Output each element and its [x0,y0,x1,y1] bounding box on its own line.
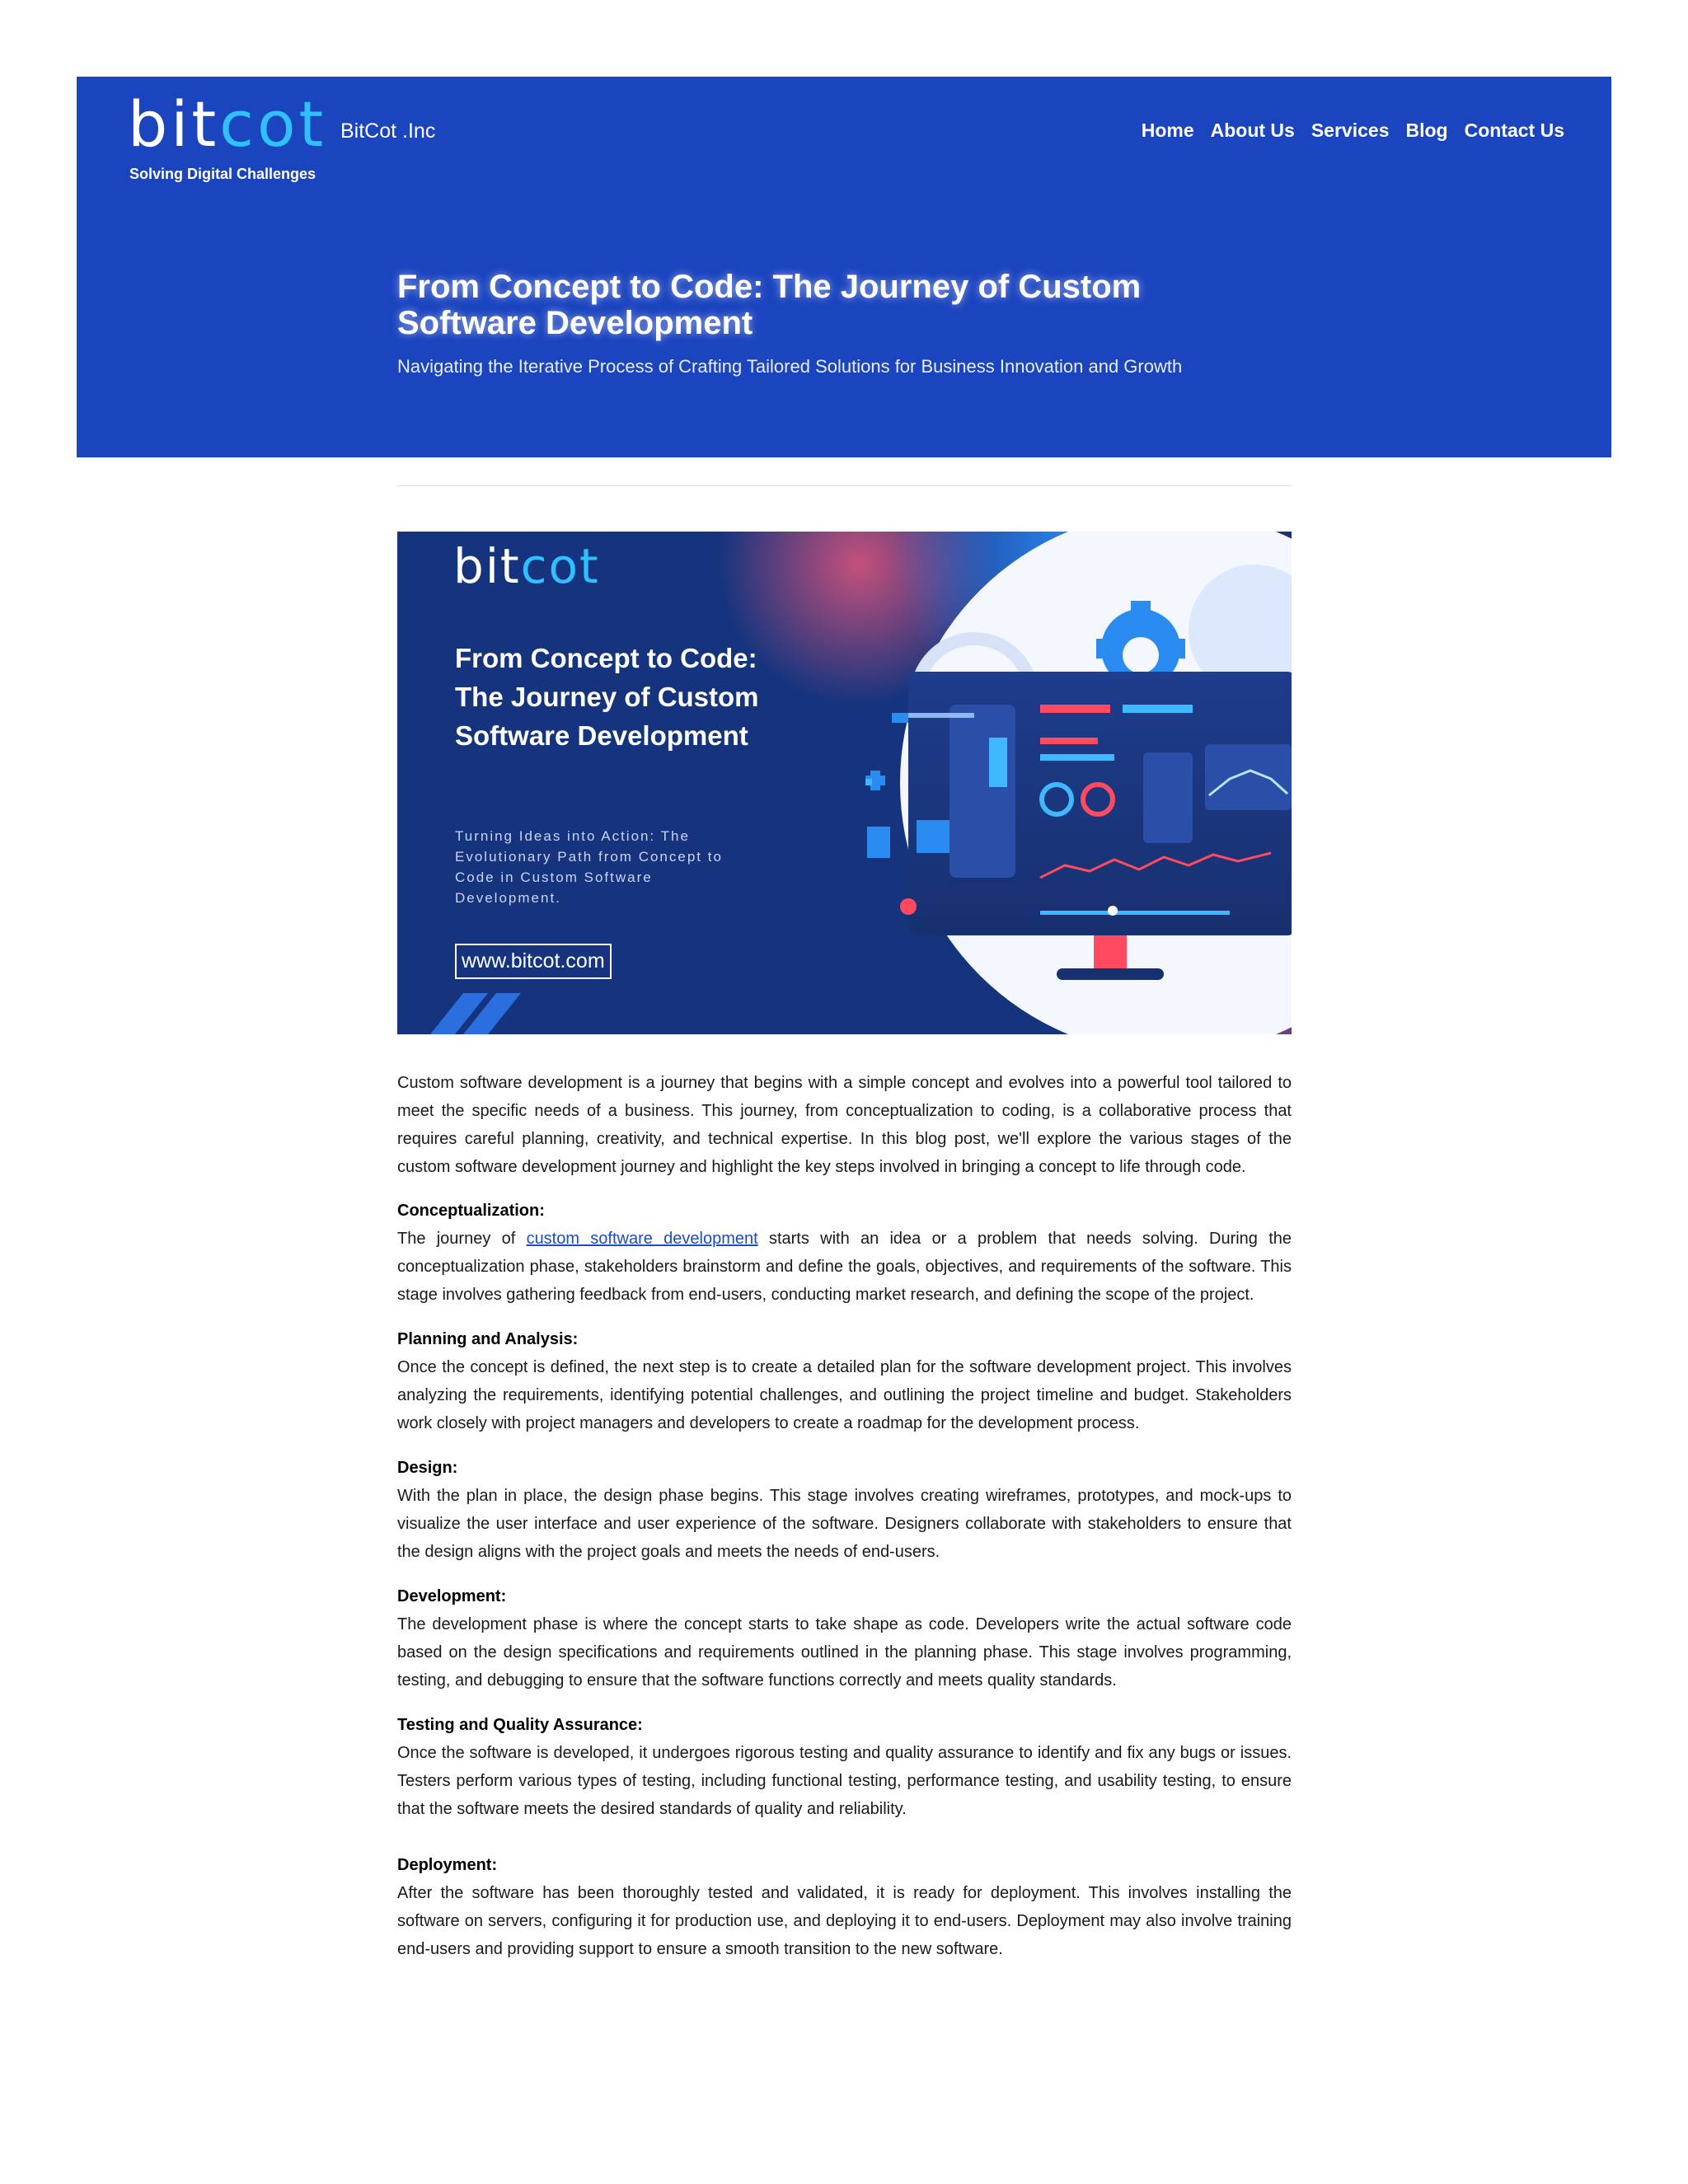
logo-tagline: Solving Digital Challenges [129,166,316,182]
article-intro: Custom software development is a journey that begins with a simple concept and evolves into a powerful tool tailored to meet the specific needs of a business. This journey, from conceptualization to coding, is a collaborative process that requires careful planning, creativity, and technical expertise. In this blog post, we'll explore the various stages of the custom software development journey and highlight the key steps involved in bringing a concept to life through code. [397,1074,1292,1176]
featured-image [397,532,1292,1034]
section-deployment [397,1851,1292,1963]
section-testing-qa [397,1711,1292,1823]
section-text: After the software has been thoroughly tested and validated, it is ready for deployment. This involves installing the software on servers, configuring it for production use, and deploying it to end-users. Deployment may also involve training end-users and providing support to ensure a smooth transition to the new software. [397,1884,1292,1958]
section-heading: Deployment: [397,1856,498,1874]
section-heading: Development: [397,1587,507,1605]
site-header [77,77,1611,457]
nav-about-us[interactable]: About Us [1210,120,1295,141]
featured-url: www.bitcot.com [455,944,612,979]
company-name: BitCot .Inc [340,120,436,143]
section-heading: Design: [397,1459,458,1477]
section-heading: Testing and Quality Assurance: [397,1716,643,1734]
section-planning-analysis [397,1325,1292,1437]
custom-software-development-link[interactable]: custom software development [526,1230,758,1248]
section-text: Once the concept is defined, the next step is to create a detailed plan for the software development project. This involves analyzing the requirements, identifying potential challenges, and outlining the project timeline and budget. Stakeholders work closely with project managers and developers to create a roadmap for the development process. [397,1358,1292,1432]
bitcot-logo[interactable] [128,87,327,182]
section-heading: Planning and Analysis: [397,1330,579,1348]
nav-services[interactable]: Services [1311,120,1390,141]
section-text: The development phase is where the concept starts to take shape as code. Developers write the actual software code based on the design specifications and requirements outlined in the planning phase. This stage involves programming, testing, and debugging to ensure that the software functions correctly and meets quality standards. [397,1615,1292,1690]
section-heading: Conceptualization: [397,1202,545,1220]
article-body [397,1069,1292,1980]
section-text: Once the software is developed, it undergoes rigorous testing and quality assurance to identify and fix any bugs or issues. Testers perform various types of testing, including functional testing, performance testing, and usability testing, to ensure that the software meets the desired standards of quality and reliability. [397,1744,1292,1818]
section-text: With the plan in place, the design phase begins. This stage involves creating wireframes, prototypes, and mock-ups to visualize the user interface and user experience of the software. Designers collaborate with stakeholders to ensure that the design aligns with the project goals and meets the needs of end-users. [397,1487,1292,1561]
main-nav [1142,120,1564,142]
page-title: From Concept to Code: The Journey of Custom Software Development [397,269,1142,341]
nav-blog[interactable]: Blog [1405,120,1448,141]
nav-home[interactable]: Home [1141,120,1194,141]
featured-title: From Concept to Code: The Journey of Custom Software Development [455,643,759,751]
section-text: The journey of custom software development starts with an idea or a problem that needs solving. During the conceptualization phase, stakeholders brainstorm and define the goals, objectives, and requirements of the software. This stage involves gathering feedback from end-users, conducting market research, and defining the scope of the project. [397,1230,1292,1304]
logo-wordmark: bitcot [128,87,327,161]
featured-brand: bitcot [453,538,600,594]
featured-subtitle: Turning Ideas into Action: The Evolutionary Path from Concept to Code in Custom Software Development. [455,828,723,906]
header-divider [397,485,1292,486]
page-subtitle: Navigating the Iterative Process of Crafting Tailored Solutions for Business Innovation and Growth [397,356,1183,377]
section-conceptualization [397,1197,1292,1309]
nav-contact-us[interactable]: Contact Us [1464,120,1564,141]
section-development [397,1582,1292,1694]
section-design [397,1454,1292,1566]
